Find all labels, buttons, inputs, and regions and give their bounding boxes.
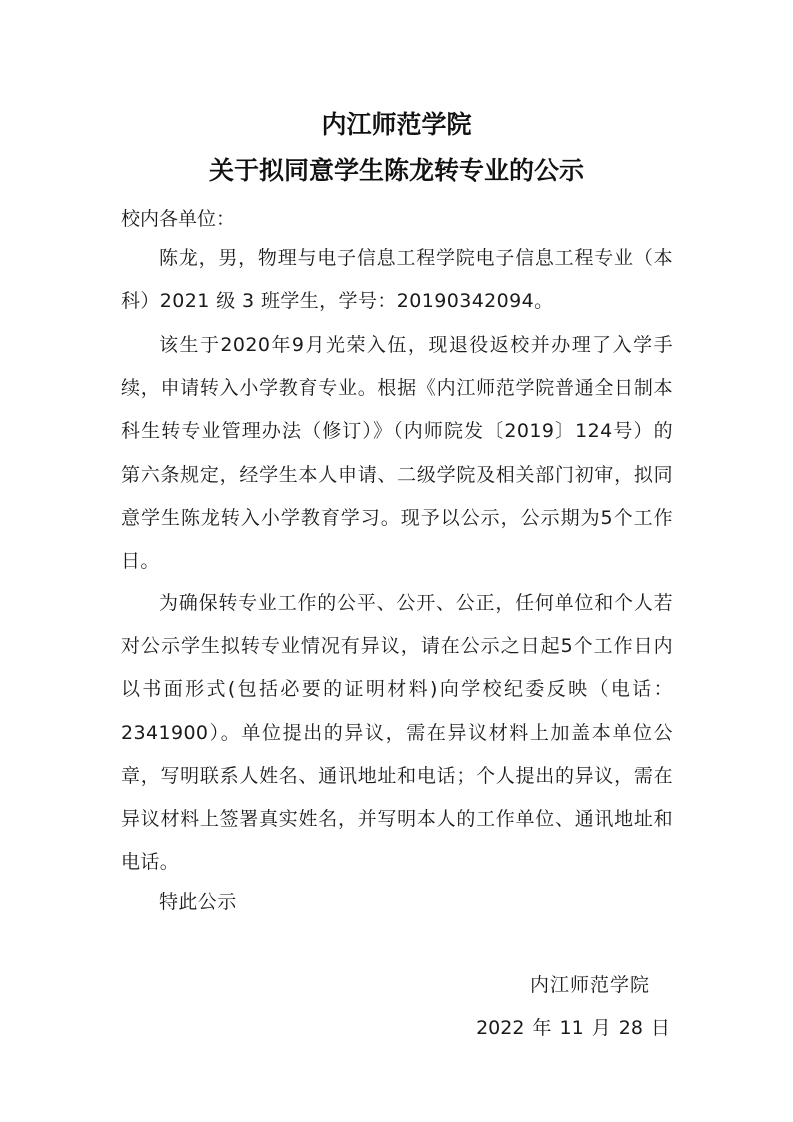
- paragraph-transfer-reason: 该生于2020年9月光荣入伍，现退役返校并办理了入学手续，申请转入小学教育专业。根据《内江师范学院普通全日制本科生转专业管理办法（修订）》（内师院发〔2019〕124号）的第六条规定，经学生本人申请、二级学院及相关部门初审，拟同意学生陈龙转入小学教育学习。现予以公示，公示期为5个工作日。: [121, 334, 673, 573]
- notice-title: 关于拟同意学生陈龙转专业的公示: [208, 156, 584, 185]
- institution-title: 内江师范学院: [321, 110, 472, 139]
- paragraph-student-info: 陈龙，男，物理与电子信息工程学院电子信息工程专业（本科）2021 级 3 班学生，学号：20190342094。: [121, 247, 673, 313]
- signer-institution: 内江师范学院: [529, 974, 650, 996]
- salutation: 校内各单位：: [121, 208, 236, 230]
- signing-date: 2022 年 11 月 28 日: [476, 1017, 670, 1039]
- paragraph-objection-procedure: 为确保转专业工作的公平、公开、公正，任何单位和个人若对公示学生拟转专业情况有异议，请在公示之日起5个工作日内以书面形式(包括必要的证明材料)向学校纪委反映（电话：2341900）。单位提出的异议，需在异议材料上加盖本单位公章，写明联系人姓名、通讯地址和电话；个人提出的异议，需在异议材料上签署真实姓名，并写明本人的工作单位、通讯地址和电话。: [121, 592, 673, 874]
- paragraph-closing: 特此公示: [159, 891, 237, 913]
